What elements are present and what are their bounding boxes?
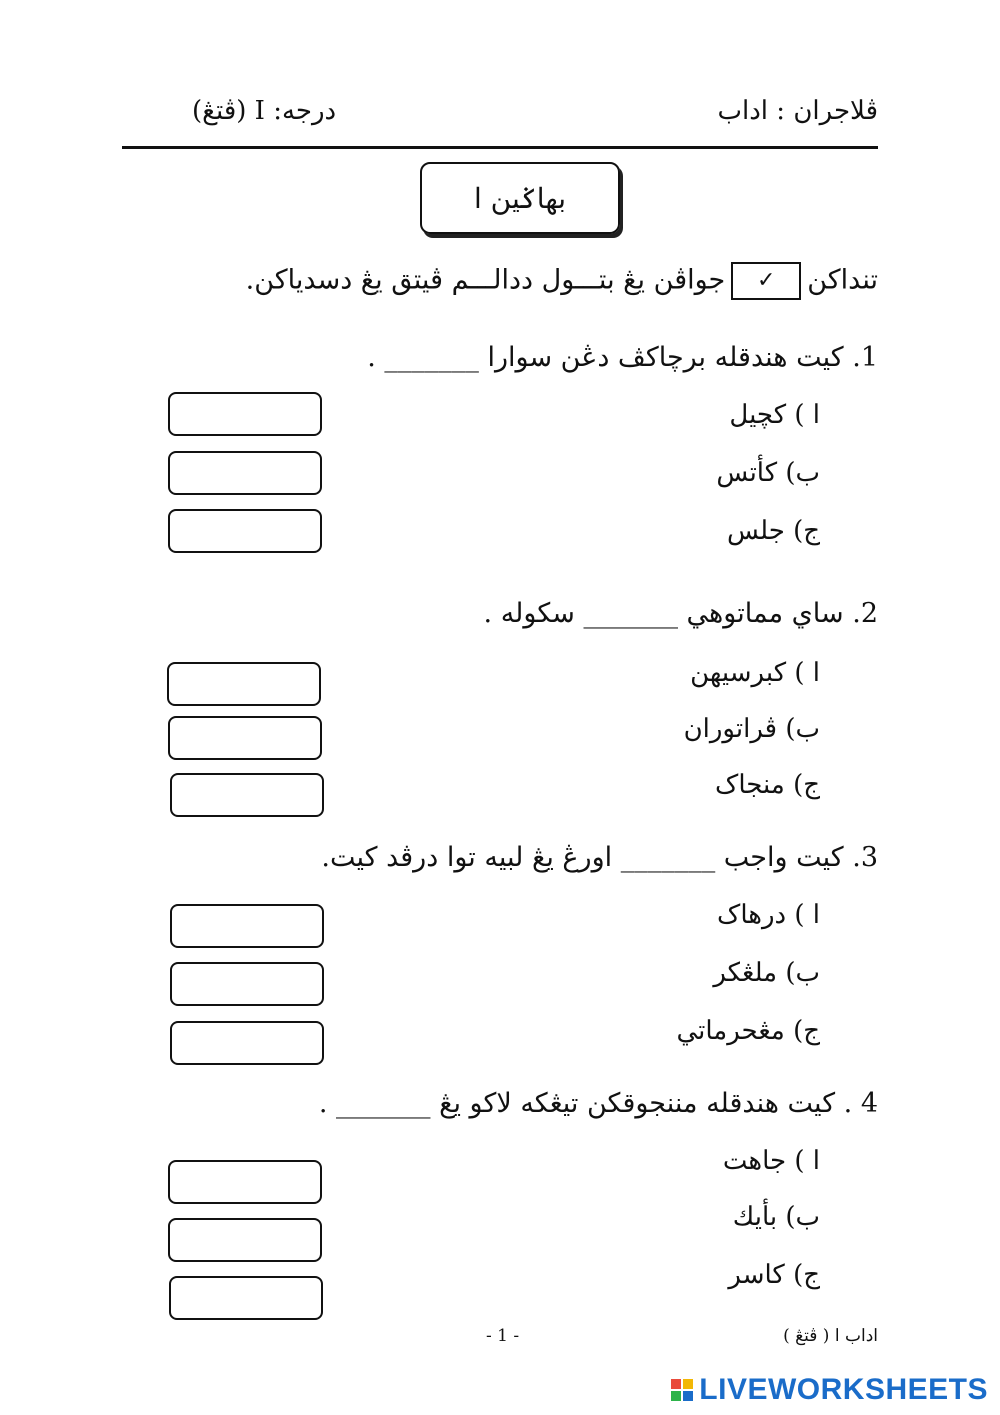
option-label: ب)	[785, 958, 820, 988]
brand-name: LIVEWORKSHEETS	[699, 1373, 988, 1406]
instruction-before: تنداکن	[807, 264, 878, 296]
option-label: ج)	[793, 516, 820, 546]
header-divider	[122, 146, 878, 149]
grade-label: درجه: I (ڤتڠ)	[192, 96, 337, 126]
check-icon: ✓	[757, 268, 776, 293]
option-1c	[727, 516, 820, 546]
answer-box-2a[interactable]	[167, 662, 321, 706]
page-number: - 1 -	[486, 1326, 520, 1346]
answer-box-1a[interactable]	[168, 392, 322, 436]
option-text: ملڠکر	[713, 958, 778, 988]
option-label: ب)	[785, 714, 820, 744]
question-text: کيت هندقله برچاکڤ دڠن سوارا _______ .	[367, 342, 844, 373]
option-label: ا )	[794, 900, 820, 930]
question-3	[321, 842, 878, 873]
option-label: ج)	[793, 1016, 820, 1046]
option-text: کأتس	[716, 458, 778, 488]
option-text: کاسر	[728, 1260, 785, 1290]
liveworksheets-logo	[671, 1373, 988, 1407]
answer-box-1b[interactable]	[168, 451, 322, 495]
tick-example-box	[731, 262, 801, 300]
question-text: کيت هندقله مننجوقکن تيڠکه لاکو يڠ _______ .	[318, 1088, 836, 1119]
answer-box-3a[interactable]	[170, 904, 324, 948]
option-text: ڤراتوران	[683, 714, 778, 744]
option-3b	[713, 958, 820, 988]
option-label: ا )	[794, 400, 820, 430]
question-text: کيت واجب _______ اورڠ يڠ لبيه توا درڤد کيت.	[321, 842, 844, 873]
option-label: ج)	[793, 770, 820, 800]
question-2	[484, 598, 878, 629]
option-text: درهاک	[717, 900, 787, 930]
question-number: 4 .	[843, 1088, 878, 1119]
logo-icon	[671, 1379, 693, 1401]
answer-box-3b[interactable]	[170, 962, 324, 1006]
answer-box-2c[interactable]	[170, 773, 324, 817]
option-text: جاهت	[722, 1146, 787, 1176]
option-text: بأيك	[732, 1202, 778, 1232]
option-text: منجاک	[715, 770, 785, 800]
option-label: ا )	[794, 658, 820, 688]
answer-box-4c[interactable]	[169, 1276, 323, 1320]
option-label: ج)	[793, 1260, 820, 1290]
option-label: ا )	[794, 1146, 820, 1176]
answer-box-1c[interactable]	[168, 509, 322, 553]
option-text: جلس	[726, 516, 785, 546]
option-4c	[728, 1260, 820, 1290]
option-text: مڠحرماتي	[676, 1016, 785, 1046]
footer-subject: اداب ا ( ڤتڠ )	[783, 1326, 878, 1346]
instruction	[158, 262, 878, 300]
question-number: 1.	[852, 342, 878, 373]
option-3a	[717, 900, 820, 930]
question-text: ساي مماتوهي _______ سکوله .	[483, 598, 844, 629]
answer-box-4b[interactable]	[168, 1218, 322, 1262]
option-label: ب)	[785, 458, 820, 488]
answer-box-4a[interactable]	[168, 1160, 322, 1204]
option-1b	[716, 458, 820, 488]
section-title-box	[420, 162, 620, 234]
option-label: ب)	[785, 1202, 820, 1232]
question-4	[319, 1088, 878, 1119]
option-4a	[723, 1146, 820, 1176]
option-2a	[690, 658, 820, 688]
option-2b	[684, 714, 820, 744]
question-1	[367, 342, 878, 373]
question-number: 3.	[852, 842, 878, 873]
option-1a	[729, 400, 820, 430]
answer-box-2b[interactable]	[168, 716, 322, 760]
instruction-after: جواڤن يڠ بتـــول ددالـــم ڤيتق يڠ دسدياکن.	[245, 264, 726, 296]
option-2c	[715, 770, 820, 800]
option-text: کبرسيهن	[690, 658, 787, 688]
option-3c	[676, 1016, 820, 1046]
subject-label: ڤلاجران : اداب	[717, 96, 878, 126]
section-title: بهاݢين ا	[473, 181, 567, 215]
question-number: 2.	[852, 598, 878, 629]
option-4b	[733, 1202, 820, 1232]
answer-box-3c[interactable]	[170, 1021, 324, 1065]
option-text: کچيل	[729, 400, 787, 430]
